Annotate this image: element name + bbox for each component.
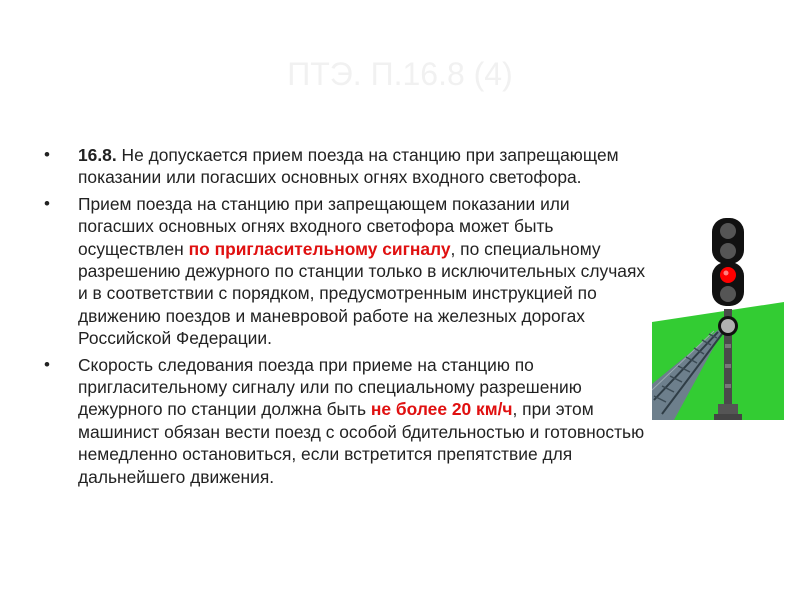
bullet-text-before: Прием поезда на станцию при запрещающем показании или погасших основных огнях входного светофора может быть осуществлен [78,193,570,259]
bullet-item-3 [38,354,648,488]
bullet-dot-icon: • [44,354,50,374]
bullet-item-2 [38,193,648,350]
slide-title: ПТЭ. П.16.8 (4) [287,56,513,92]
bullet-text-after: , при этом машинист обязан вести поезд с особой бдительностью и готовностью немедленно остановиться, если встретится препятствие для дальнейшего движения. [78,399,645,487]
bullet-dot-icon: • [44,145,50,164]
bullet-dot-icon: • [44,193,50,213]
highlight-invitation-signal: по пригласительному сигналу [188,238,451,259]
bullet-text-before: Скорость следования поезда при приеме на станцию по пригласительному сигналу или по специальному разрешению дежурного по станции должна быть [78,354,582,420]
bullet-text: Не допускается прием поезда на станцию при запрещающем показании или погасших основных огнях входного светофора. [78,145,619,188]
bullet-list [38,144,648,492]
bullet-item-1 [38,144,648,189]
railway-entrance-signal-icon [652,214,784,420]
rule-number: 16.8. [78,145,117,165]
bullet-text-after: , по специальному разрешению дежурного по станции только в исключительных случаях и в соответствии с порядком, предусмотренным инструкцией по движению поездов и маневровой работе на железных дорогах Российской Федерации. [78,238,646,349]
highlight-speed-limit: не более 20 км/ч [370,399,513,420]
